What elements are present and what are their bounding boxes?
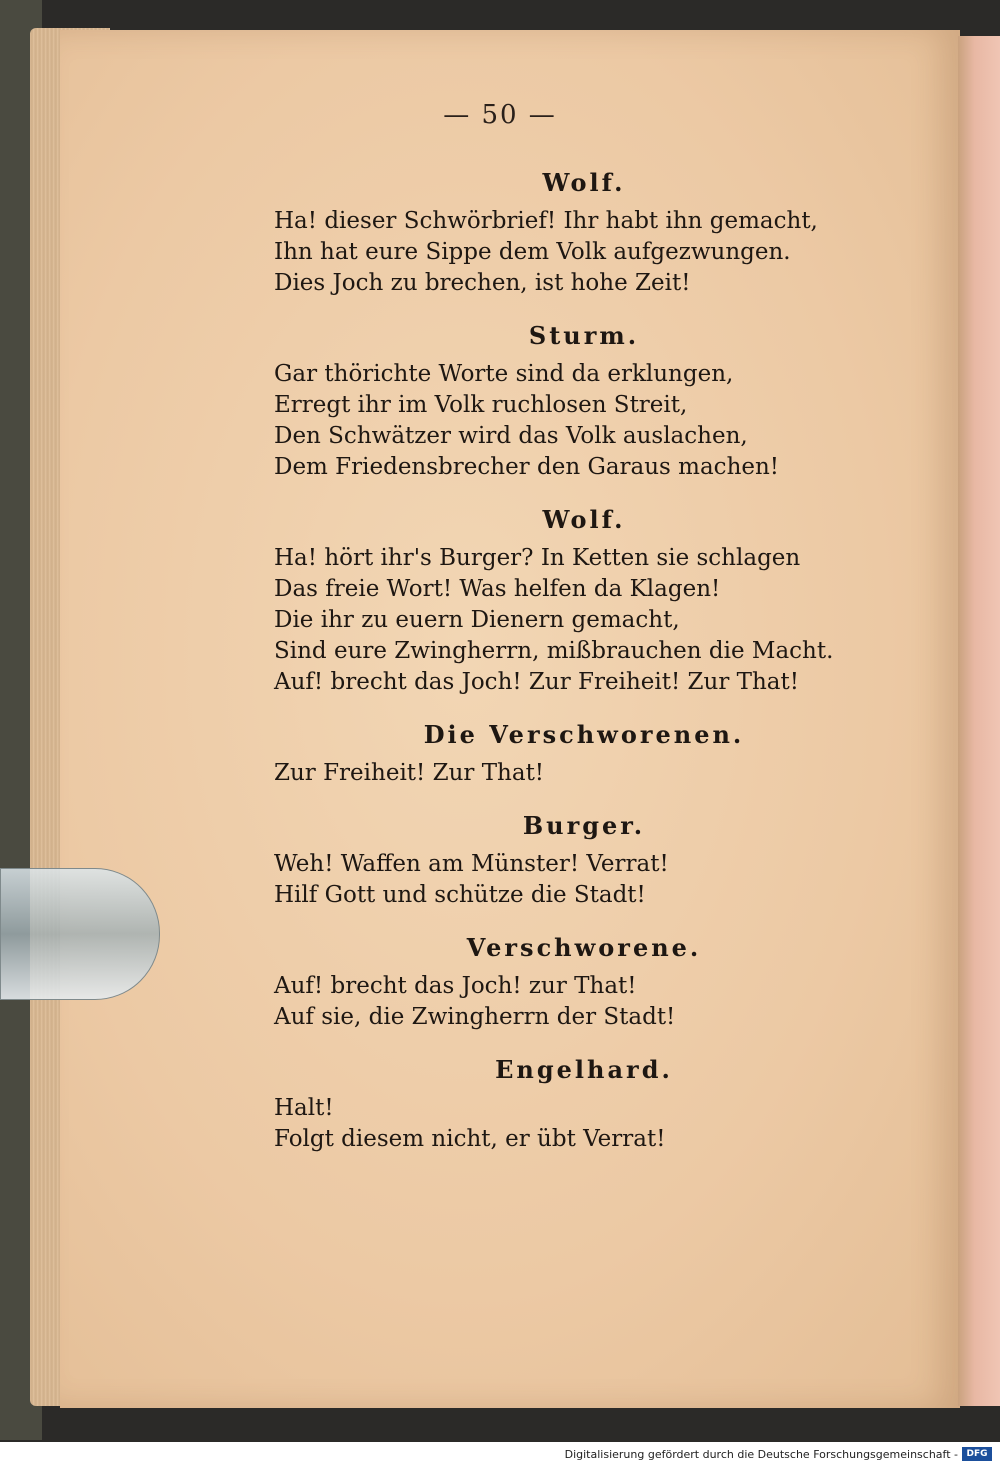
speaker-name: Burger. bbox=[522, 811, 646, 840]
verse-line: Auf! brecht das Joch! zur That! bbox=[274, 973, 637, 999]
section bbox=[274, 925, 874, 1033]
scanner-clamp bbox=[0, 868, 160, 1000]
footer-bar bbox=[0, 1442, 1000, 1464]
verse-line: Weh! Waffen am Münster! Verrat! bbox=[274, 851, 669, 877]
verse-line: Die ihr zu euern Dienern gemacht, bbox=[274, 607, 680, 633]
verse-line: Hilf Gott und schütze die Stadt! bbox=[274, 882, 646, 908]
verse-block bbox=[274, 160, 874, 1155]
section bbox=[274, 497, 874, 698]
verse-line: Dies Joch zu brechen, ist hohe Zeit! bbox=[274, 270, 691, 296]
verse-line: Zur Freiheit! Zur That! bbox=[274, 760, 545, 786]
speaker-name: Sturm. bbox=[528, 321, 640, 350]
verse-line: Dem Friedensbrecher den Garaus machen! bbox=[274, 454, 780, 480]
speaker-name: Wolf. bbox=[542, 505, 626, 534]
verse-line: Ha! hört ihr's Burger? In Ketten sie schlagen bbox=[274, 545, 801, 571]
verse-line: Auf! brecht das Joch! Zur Freiheit! Zur That! bbox=[274, 669, 799, 695]
speaker-name: Verschworene. bbox=[466, 933, 702, 962]
verse-line: Das freie Wort! Was helfen da Klagen! bbox=[274, 576, 721, 602]
verse-line: Ha! dieser Schwörbrief! Ihr habt ihn gemacht, bbox=[274, 208, 818, 234]
speaker-name: Die Verschworenen. bbox=[423, 720, 745, 749]
section bbox=[274, 160, 874, 299]
speaker-name: Engelhard. bbox=[495, 1055, 673, 1084]
verse-line: Folgt diesem nicht, er übt Verrat! bbox=[274, 1126, 666, 1152]
dfg-logo: DFG bbox=[962, 1447, 992, 1461]
section bbox=[274, 803, 874, 911]
footer-credit: Digitalisierung gefördert durch die Deutsche Forschungsgemeinschaft - bbox=[564, 1448, 958, 1461]
page-number: — 50 — bbox=[443, 100, 557, 130]
section bbox=[274, 1047, 874, 1155]
section bbox=[274, 313, 874, 483]
verse-line: Auf sie, die Zwingherrn der Stadt! bbox=[274, 1004, 676, 1030]
facing-page-edge bbox=[958, 36, 1000, 1406]
section bbox=[274, 712, 874, 789]
verse-line: Erregt ihr im Volk ruchlosen Streit, bbox=[274, 392, 688, 418]
verse-line: Sind eure Zwingherrn, mißbrauchen die Macht. bbox=[274, 638, 834, 664]
verse-line: Halt! bbox=[274, 1095, 334, 1121]
speaker-name: Wolf. bbox=[542, 168, 626, 197]
verse-line: Gar thörichte Worte sind da erklungen, bbox=[274, 361, 734, 387]
verse-line: Den Schwätzer wird das Volk auslachen, bbox=[274, 423, 748, 449]
verse-line: Ihn hat eure Sippe dem Volk aufgezwungen. bbox=[274, 239, 791, 265]
